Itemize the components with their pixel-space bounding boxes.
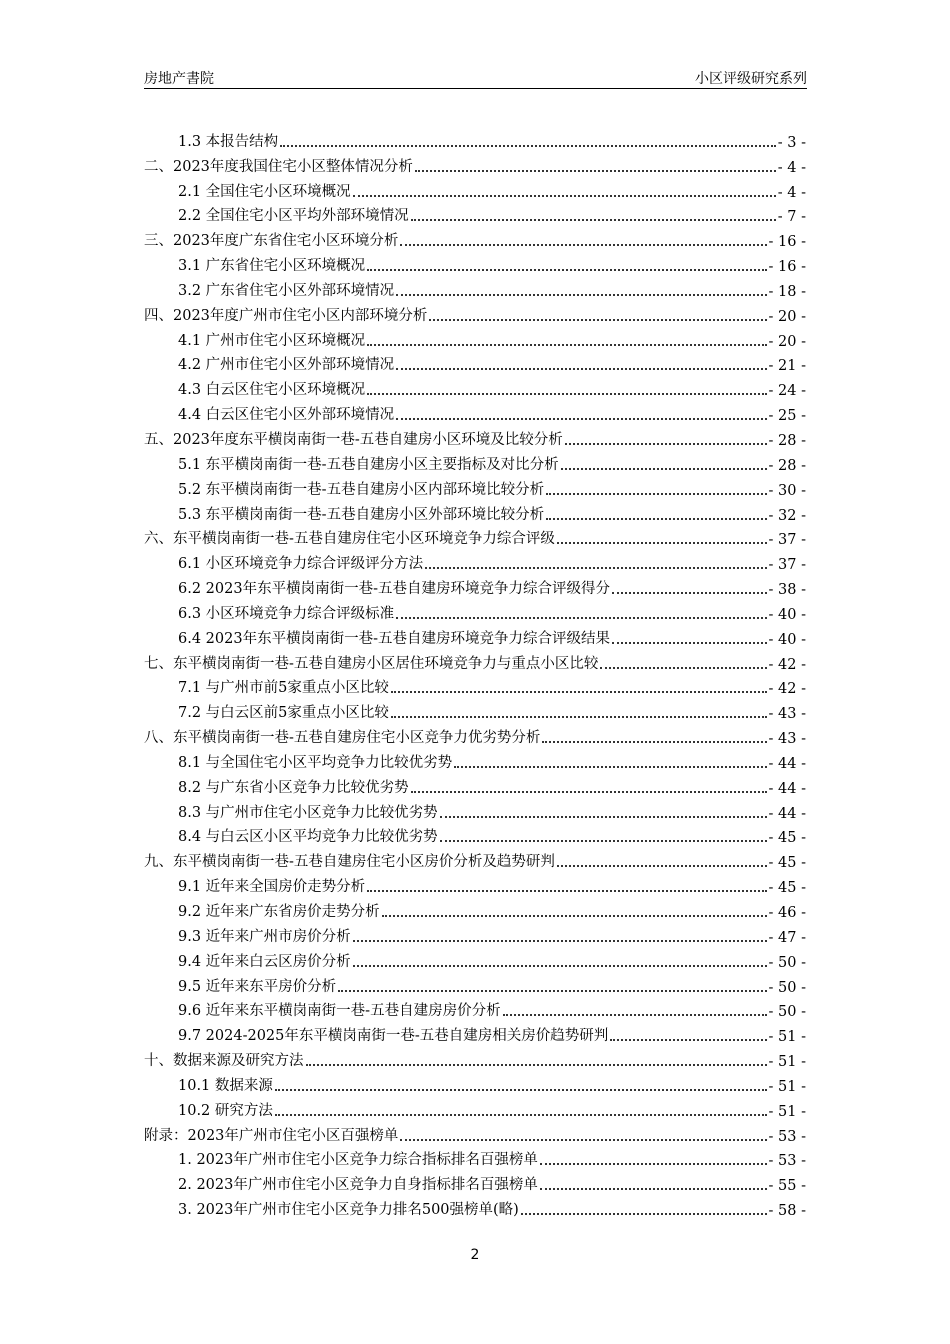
toc-dot-leader [275,1088,767,1091]
toc-dot-leader [400,1138,766,1141]
toc-entry-page: - 47 - [768,929,806,946]
toc-entry[interactable] [144,648,806,673]
toc-entry-title: 九、东平横岗南街一巷-五巷自建房住宅小区房价分析及趋势研判 [144,854,555,871]
toc-entry[interactable] [144,747,806,772]
toc-dot-leader [454,765,766,768]
toc-entry[interactable] [144,399,806,424]
toc-entry-title: 2.2 全国住宅小区平均外部环境情况 [178,208,409,225]
toc-entry[interactable] [144,201,806,226]
toc-dot-leader [275,1113,767,1116]
toc-entry-page: - 45 - [768,830,806,847]
toc-dot-leader [612,641,767,644]
toc-entry[interactable] [144,250,806,275]
toc-entry-page: - 30 - [768,482,806,499]
toc-entry-page: - 3 - [777,134,806,151]
toc-entry-title: 3.1 广东省住宅小区环境概况 [178,258,366,275]
toc-entry-title: 6.3 小区环境竞争力综合评级标准 [178,605,395,622]
toc-entry-title: 9.4 近年来白云区房价分析 [178,953,351,970]
toc-dot-leader [396,616,766,619]
toc-dot-leader [367,392,766,395]
toc-entry[interactable] [144,225,806,250]
toc-entry-page: - 55 - [768,1178,806,1195]
toc-entry-page: - 16 - [768,259,806,276]
toc-entry-title: 八、东平横岗南街一巷-五巷自建房住宅小区竞争力优劣势分析 [144,730,541,747]
toc-entry-page: - 21 - [768,358,806,375]
toc-entry-title: 4.1 广州市住宅小区环境概况 [178,332,366,349]
toc-entry[interactable] [144,325,806,350]
toc-entry-title: 9.3 近年来广州市房价分析 [178,928,351,945]
toc-entry-title: 8.1 与全国住宅小区平均竞争力比较优劣势 [178,754,453,771]
toc-entry-title: 附录：2023年广州市住宅小区百强榜单 [144,1127,399,1144]
toc-dot-leader [367,343,766,346]
toc-entry[interactable] [144,176,806,201]
toc-dot-leader [503,1013,767,1016]
toc-entry-page: - 25 - [768,408,806,425]
toc-entry-page: - 44 - [768,805,806,822]
toc-entry[interactable] [144,846,806,871]
toc-entry-page: - 37 - [768,532,806,549]
toc-dot-leader [396,367,766,370]
toc-dot-leader [440,815,767,818]
toc-dot-leader [557,541,767,544]
header-right-text: 小区评级研究系列 [695,71,807,87]
toc-entry-title: 五、2023年度东平横岗南街一巷-五巷自建房小区环境及比较分析 [144,431,563,448]
toc-entry[interactable] [144,275,806,300]
toc-entry-page: - 50 - [768,979,806,996]
toc-dot-leader [561,467,767,470]
toc-dot-leader [353,194,776,197]
toc-entry[interactable] [144,822,806,847]
toc-entry-title: 3. 2023年广州市住宅小区竞争力排名500强榜单(略) [178,1202,519,1219]
toc-dot-leader [396,293,766,296]
toc-entry-title: 二、2023年度我国住宅小区整体情况分析 [144,158,413,175]
toc-entry[interactable] [144,598,806,623]
toc-entry-page: - 28 - [768,432,806,449]
toc-dot-leader [557,864,767,867]
toc-entry-title: 10.2 研究方法 [178,1102,273,1119]
toc-entry[interactable] [144,946,806,971]
toc-entry[interactable] [144,623,806,648]
toc-entry[interactable] [144,424,806,449]
toc-dot-leader [353,939,767,942]
toc-entry-page: - 58 - [768,1203,806,1220]
toc-entry-title: 8.3 与广州市住宅小区竞争力比较优劣势 [178,804,438,821]
toc-entry-page: - 24 - [768,383,806,400]
toc-entry-title: 5.2 东平横岗南街一巷-五巷自建房小区内部环境比较分析 [178,481,545,498]
table-of-contents [144,126,806,1219]
toc-entry[interactable] [144,1070,806,1095]
toc-entry-page: - 4 - [777,184,806,201]
toc-entry-title: 7.2 与白云区前5家重点小区比较 [178,705,389,722]
toc-entry-page: - 44 - [768,755,806,772]
toc-entry[interactable] [144,921,806,946]
toc-entry-page: - 38 - [768,582,806,599]
toc-dot-leader [521,1212,767,1215]
toc-entry[interactable] [144,1020,806,1045]
page-number: 2 [470,1247,480,1263]
toc-entry-page: - 43 - [768,731,806,748]
toc-entry-page: - 51 - [768,1078,806,1095]
toc-entry[interactable] [144,1095,806,1120]
toc-dot-leader [367,268,766,271]
toc-entry[interactable] [144,1169,806,1194]
toc-entry[interactable] [144,697,806,722]
toc-entry-title: 4.2 广州市住宅小区外部环境情况 [178,357,395,374]
toc-entry-title: 2.1 全国住宅小区环境概况 [178,183,351,200]
toc-entry-title: 7.1 与广州市前5家重点小区比较 [178,680,389,697]
toc-dot-leader [546,492,766,495]
toc-entry-page: - 45 - [768,855,806,872]
toc-entry-title: 4.4 白云区住宅小区外部环境情况 [178,407,395,424]
toc-entry-title: 10.1 数据来源 [178,1077,273,1094]
toc-entry-title: 9.7 2024-2025年东平横岗南街一巷-五巷自建房相关房价趋势研判 [178,1028,609,1045]
toc-dot-leader [565,442,767,445]
toc-dot-leader [610,1038,766,1041]
toc-entry-page: - 53 - [768,1128,806,1145]
toc-entry[interactable] [144,1194,806,1219]
toc-entry-page: - 20 - [768,333,806,350]
toc-entry[interactable] [144,126,806,151]
toc-entry-page: - 42 - [768,681,806,698]
header-left-text: 房地产書院 [144,71,214,87]
toc-entry[interactable] [144,722,806,747]
toc-entry-page: - 50 - [768,1004,806,1021]
toc-entry-page: - 7 - [777,209,806,226]
toc-dot-leader [353,964,767,967]
toc-entry-title: 三、2023年度广东省住宅小区环境分析 [144,233,399,250]
toc-entry[interactable] [144,300,806,325]
toc-entry-title: 4.3 白云区住宅小区环境概况 [178,382,366,399]
toc-entry-title: 六、东平横岗南街一巷-五巷自建房住宅小区环境竞争力综合评级 [144,531,555,548]
toc-entry[interactable] [144,374,806,399]
toc-dot-leader [391,715,767,718]
toc-entry-page: - 32 - [768,507,806,524]
toc-entry[interactable] [144,871,806,896]
toc-entry-title: 6.2 2023年东平横岗南街一巷-五巷自建房环境竞争力综合评级得分 [178,581,610,598]
toc-dot-leader [425,566,766,569]
toc-entry-title: 8.4 与白云区小区平均竞争力比较优劣势 [178,829,438,846]
toc-entry-page: - 4 - [777,159,806,176]
toc-dot-leader [306,1063,767,1066]
toc-entry-page: - 51 - [768,1103,806,1120]
toc-entry[interactable] [144,1145,806,1170]
toc-entry[interactable] [144,548,806,573]
toc-entry[interactable] [144,474,806,499]
toc-dot-leader [429,318,766,321]
toc-dot-leader [400,243,766,246]
toc-entry-title: 1. 2023年广州市住宅小区竞争力综合指标排名百强榜单 [178,1152,538,1169]
toc-entry[interactable] [144,499,806,524]
toc-entry-page: - 28 - [768,457,806,474]
toc-entry-page: - 51 - [768,1029,806,1046]
toc-entry-title: 5.3 东平横岗南街一巷-五巷自建房小区外部环境比较分析 [178,506,545,523]
toc-dot-leader [540,1187,767,1190]
toc-entry-page: - 40 - [768,631,806,648]
toc-entry-title: 1.3 本报告结构 [178,133,279,150]
toc-entry[interactable] [144,524,806,549]
toc-entry-page: - 51 - [768,1054,806,1071]
toc-dot-leader [382,914,767,917]
toc-entry[interactable] [144,797,806,822]
toc-entry[interactable] [144,673,806,698]
toc-entry-title: 9.1 近年来全国房价走势分析 [178,879,366,896]
toc-entry[interactable] [144,896,806,921]
toc-entry-title: 9.5 近年来东平房价分析 [178,978,337,995]
toc-dot-leader [411,790,767,793]
toc-dot-leader [546,517,766,520]
toc-entry[interactable] [144,151,806,176]
toc-entry-title: 十、数据来源及研究方法 [144,1053,304,1070]
toc-entry-title: 9.6 近年来东平横岗南街一巷-五巷自建房房价分析 [178,1003,501,1020]
toc-entry-title: 5.1 东平横岗南街一巷-五巷自建房小区主要指标及对比分析 [178,456,559,473]
toc-dot-leader [391,690,767,693]
toc-dot-leader [396,417,766,420]
toc-entry[interactable] [144,1045,806,1070]
page-header [144,66,807,89]
toc-dot-leader [540,1162,767,1165]
toc-entry-page: - 42 - [768,656,806,673]
toc-entry-title: 3.2 广东省住宅小区外部环境情况 [178,282,395,299]
toc-entry-page: - 53 - [768,1153,806,1170]
toc-dot-leader [612,591,767,594]
toc-entry[interactable] [144,971,806,996]
toc-entry-title: 6.1 小区环境竞争力综合评级评分方法 [178,556,424,573]
toc-dot-leader [600,666,766,669]
toc-entry[interactable] [144,996,806,1021]
toc-dot-leader [367,889,766,892]
toc-entry-title: 四、2023年度广州市住宅小区内部环境分析 [144,307,428,324]
toc-entry-title: 七、东平横岗南街一巷-五巷自建房小区居住环境竞争力与重点小区比较 [144,655,599,672]
toc-dot-leader [411,218,776,221]
toc-entry[interactable] [144,1120,806,1145]
toc-entry-page: - 18 - [768,283,806,300]
toc-entry-page: - 44 - [768,780,806,797]
toc-entry-title: 9.2 近年来广东省房价走势分析 [178,904,380,920]
toc-entry[interactable] [144,449,806,474]
toc-dot-leader [280,144,776,147]
toc-entry-page: - 37 - [768,557,806,574]
toc-entry-page: - 20 - [768,308,806,325]
toc-entry-title: 6.4 2023年东平横岗南街一巷-五巷自建房环境竞争力综合评级结果 [178,630,610,647]
toc-entry-page: - 43 - [768,706,806,723]
toc-dot-leader [542,740,766,743]
toc-entry-page: - 50 - [768,954,806,971]
toc-entry-title: 2. 2023年广州市住宅小区竞争力自身指标排名百强榜单 [178,1177,538,1194]
toc-entry-page: - 16 - [768,234,806,251]
toc-entry-page: - 45 - [768,880,806,897]
toc-entry[interactable] [144,350,806,375]
toc-entry-page: - 40 - [768,606,806,623]
toc-entry-page: - 46 - [768,905,806,921]
toc-entry[interactable] [144,772,806,797]
toc-dot-leader [440,839,767,842]
toc-dot-leader [415,169,776,172]
toc-entry-title: 8.2 与广东省小区竞争力比较优劣势 [178,779,409,796]
toc-dot-leader [338,989,766,992]
toc-entry[interactable] [144,573,806,598]
